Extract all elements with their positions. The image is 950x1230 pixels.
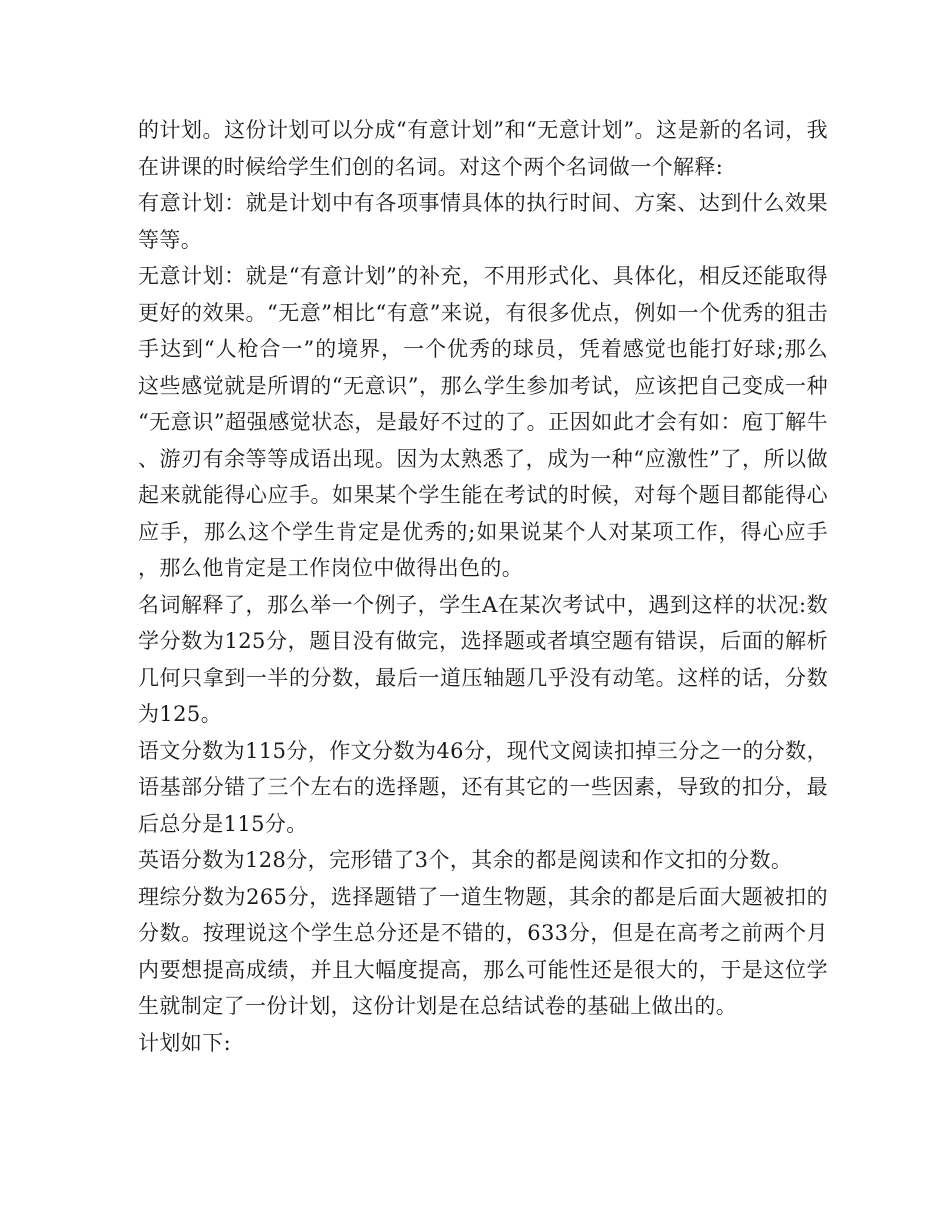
paragraph-plan-heading: 计划如下: (138, 1030, 232, 1055)
paragraph-unintentional-plan: 无意计划：就是“有意计划”的补充，不用形式化、具体化，相反还能取得更好的效果。“无意”相比“有意”来说，有很多优点，例如一个优秀的狙击手达到“人枪合一”的境界，一个优秀的球员，凭着感觉也能打好球;那么这些感觉就是所谓的“无意识”，那么学生参加考试，应该把自己变成一种“无意识”超强感觉状态，是最好不过的了。正因如此才会有如：庖丁解牛、游刃有余等等成语出现。因为太熟悉了，成为一种“应激性”了，所以做起来就能得心应手。如果某个学生能在考试的时候，对每个题目都能得心应手，那么这个学生肯定是优秀的;如果说某个人对某项工作，得心应手，那么他肯定是工作岗位中做得出色的。 (138, 264, 828, 580)
document-body (138, 112, 828, 1061)
paragraph-science-score: 理综分数为265分，选择题错了一道生物题，其余的都是后面大题被扣的分数。按理说这个学生总分还是不错的，633分，但是在高考之前两个月内要想提高成绩，并且大幅度提高，那么可能性还是很大的，于是这位学生就制定了一份计划，这份计划是在总结试卷的基础上做出的。 (138, 884, 828, 1018)
paragraph-intentional-plan: 有意计划：就是计划中有各项事情具体的执行时间、方案、达到什么效果等等。 (138, 191, 828, 252)
paragraph-example-math: 名词解释了，那么举一个例子，学生A在某次考试中，遇到这样的状况:数学分数为125分，题目没有做完，选择题或者填空题有错误，后面的解析几何只拿到一半的分数，最后一道压轴题几乎没有动笔。这样的话，分数为125。 (138, 592, 828, 726)
paragraph-english-score: 英语分数为128分，完形错了3个，其余的都是阅读和作文扣的分数。 (138, 848, 793, 872)
paragraph-chinese-score: 语文分数为115分，作文分数为46分，现代文阅读扣掉三分之一的分数，语基部分错了三个左右的选择题，还有其它的一些因素，导致的扣分，最后总分是115分。 (138, 738, 828, 836)
paragraph-intro: 的计划。这份计划可以分成“有意计划”和“无意计划”。这是新的名词，我在讲课的时候给学生们创的名词。对这个两个名词做一个解释: (138, 118, 828, 179)
